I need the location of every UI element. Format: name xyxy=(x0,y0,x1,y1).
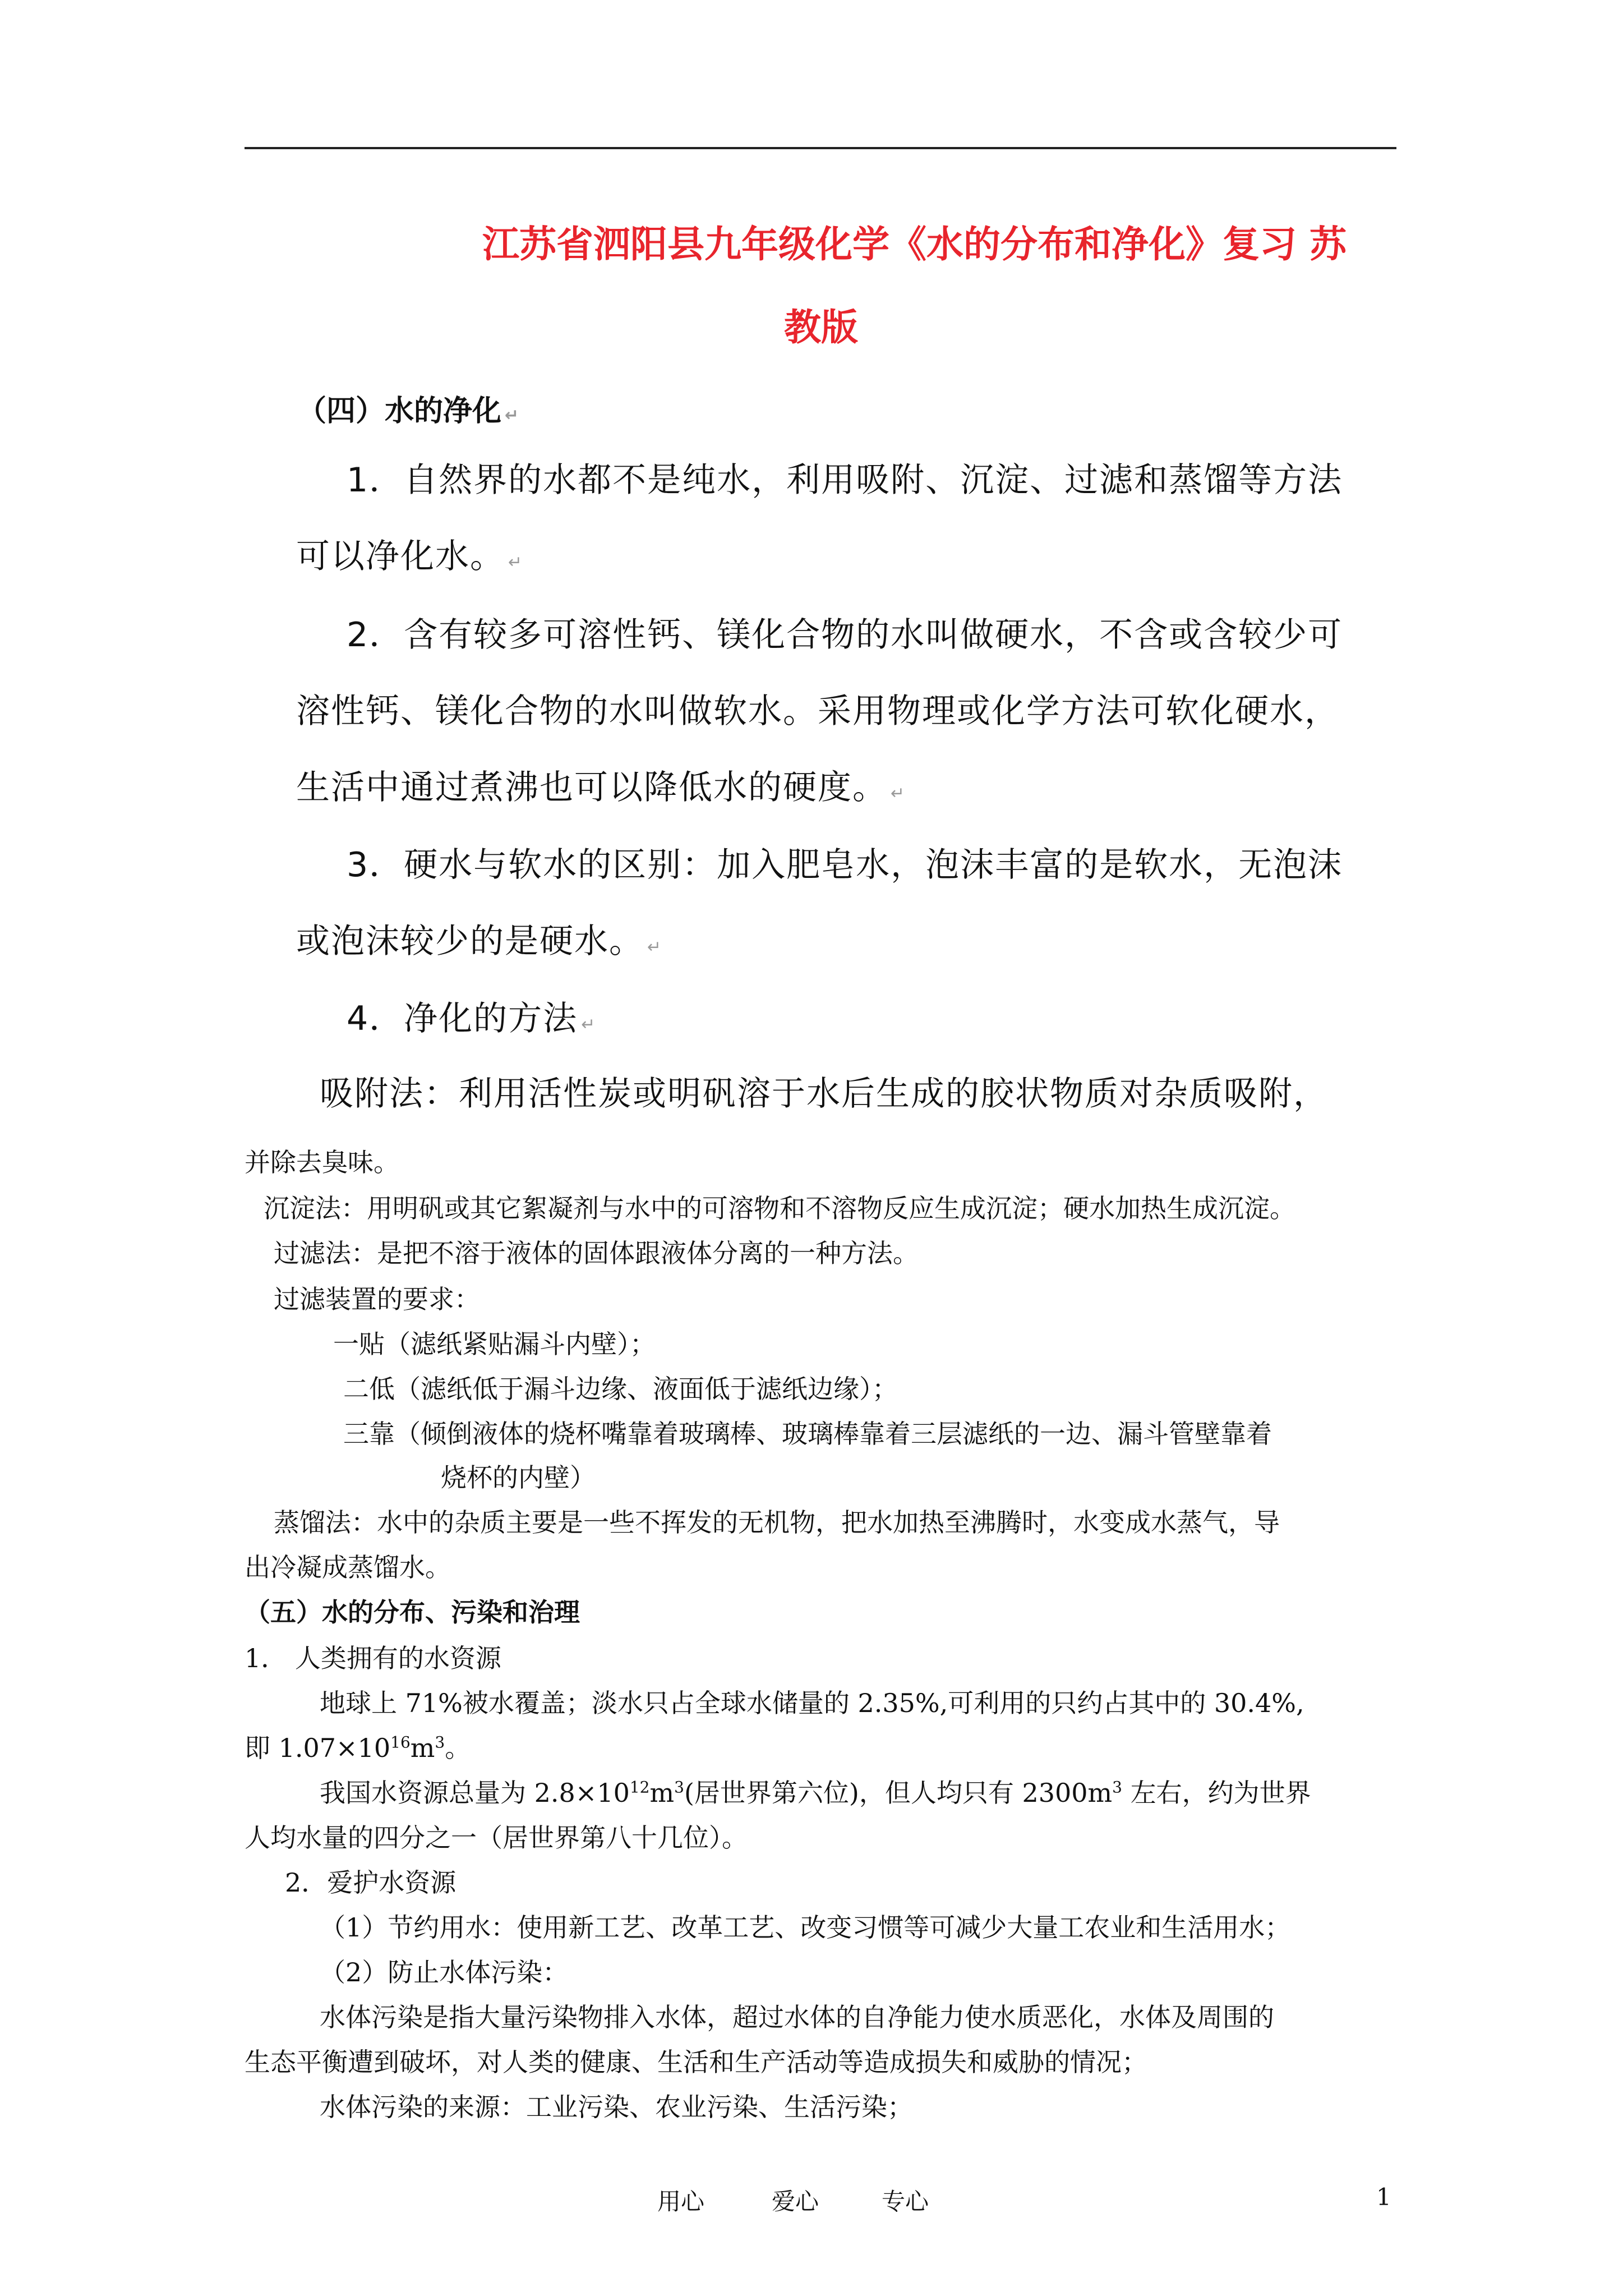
pollution-definition-line2: 生态平衡遭到破坏，对人类的健康、生活和生产活动等造成损失和威胁的情况； xyxy=(245,2047,1147,2077)
water-resources-heading: 1． 人类拥有的水资源 xyxy=(245,1643,501,1673)
sedimentation-method: 沉淀法：用明矾或其它絮凝剂与水中的可溶物和不溶物反应生成沉淀；硬水加热生成沉淀。 xyxy=(264,1193,1295,1223)
filtration-method: 过滤法：是把不溶于液体的固体跟液体分离的一种方法。 xyxy=(274,1238,919,1268)
document-title-line1: 江苏省泗阳县九年级化学《水的分布和净化》复习 苏 xyxy=(482,223,1347,266)
return-mark: ↵ xyxy=(505,406,519,425)
requirement-sankao-line1: 三靠（倾倒液体的烧杯嘴靠着玻璃棒、玻璃棒靠着三层滤纸的一边、漏斗管壁靠着 xyxy=(343,1419,1272,1449)
adsorption-line1: 吸附法：利用活性炭或明矾溶于水后生成的胶状物质对杂质吸附， xyxy=(320,1074,1328,1114)
footer-word-zhuanxin: 专心 xyxy=(882,2188,929,2215)
section4-heading: （四）水的净化 ↵ xyxy=(297,394,519,428)
pollution-definition-line1: 水体污染是指大量污染物排入水体，超过水体的自净能力使水质恶化，水体及周围的 xyxy=(320,2002,1274,2032)
pollution-sources: 水体污染的来源：工业污染、农业污染、生活污染； xyxy=(320,2092,913,2122)
return-mark: ↵ xyxy=(891,784,906,803)
document-title-line2: 教版 xyxy=(784,306,858,349)
paragraph-1-line1: 1．自然界的水都不是纯水，利用吸附、沉淀、过滤和蒸馏等方法 xyxy=(347,461,1343,500)
earth-water-line2: 即 $1.07\times 10^{16}m^3$。 xyxy=(245,1733,471,1763)
paragraph-1-line2: 可以净化水。 ↵ xyxy=(296,537,524,576)
page-number: 1 xyxy=(1376,2183,1391,2211)
paragraph-3-line1: 3．硬水与软水的区别：加入肥皂水，泡沫丰富的是软水，无泡沫 xyxy=(347,845,1343,885)
paragraph-3-line2: 或泡沫较少的是硬水。 ↵ xyxy=(296,922,663,961)
china-water-line2: 人均水量的四分之一（居世界第八十几位）。 xyxy=(245,1823,748,1853)
requirement-sankao-line2: 烧杯的内壁） xyxy=(441,1462,596,1493)
adsorption-line2: 并除去臭味。 xyxy=(245,1147,399,1177)
distillation-line1: 蒸馏法：水中的杂质主要是一些不挥发的无机物，把水加热至沸腾时，水变成水蒸气，导 xyxy=(274,1507,1280,1538)
prevent-pollution: （2）防止水体污染： xyxy=(320,1957,569,1987)
footer-word-yongxin: 用心 xyxy=(657,2188,705,2215)
protect-water-heading: 2．爱护水资源 xyxy=(285,1867,457,1898)
section5-heading: （五）水的分布、污染和治理 xyxy=(245,1597,580,1627)
requirement-erdi: 二低（滤纸低于漏斗边缘、液面低于滤纸边缘）； xyxy=(343,1374,898,1404)
requirement-yitie: 一贴（滤纸紧贴漏斗内壁）； xyxy=(333,1329,656,1359)
return-mark: ↵ xyxy=(508,553,524,572)
distillation-line2: 出冷凝成蒸馏水。 xyxy=(245,1552,451,1582)
save-water: （1）节约用水：使用新工艺、改革工艺、改变习惯等可减少大量工农业和生活用水； xyxy=(320,1912,1291,1943)
china-water-line1: 我国水资源总量为 $2.8\times 10^{12}m^3$(居世界第六位)，但人均只有 $2300m^3$ 左右，约为世界 xyxy=(320,1778,1311,1808)
filtration-requirements: 过滤装置的要求： xyxy=(274,1284,480,1314)
return-mark: ↵ xyxy=(647,937,663,957)
paragraph-2-line2: 溶性钙、镁化合物的水叫做软水。采用物理或化学方法可软化硬水， xyxy=(296,692,1339,731)
paragraph-4: 4．净化的方法 ↵ xyxy=(347,999,597,1038)
return-mark: ↵ xyxy=(581,1015,597,1034)
earth-water-line1: 地球上 71%被水覆盖；淡水只占全球水储量的 2.35%,可利用的只约占其中的 30.4%, xyxy=(320,1688,1304,1718)
footer-word-aixin: 爱心 xyxy=(772,2188,819,2215)
paragraph-2-line3: 生活中通过煮沸也可以降低水的硬度。 ↵ xyxy=(296,768,906,807)
paragraph-2-line1: 2．含有较多可溶性钙、镁化合物的水叫做硬水，不含或含较少可 xyxy=(347,615,1343,655)
header-rule xyxy=(245,147,1396,149)
